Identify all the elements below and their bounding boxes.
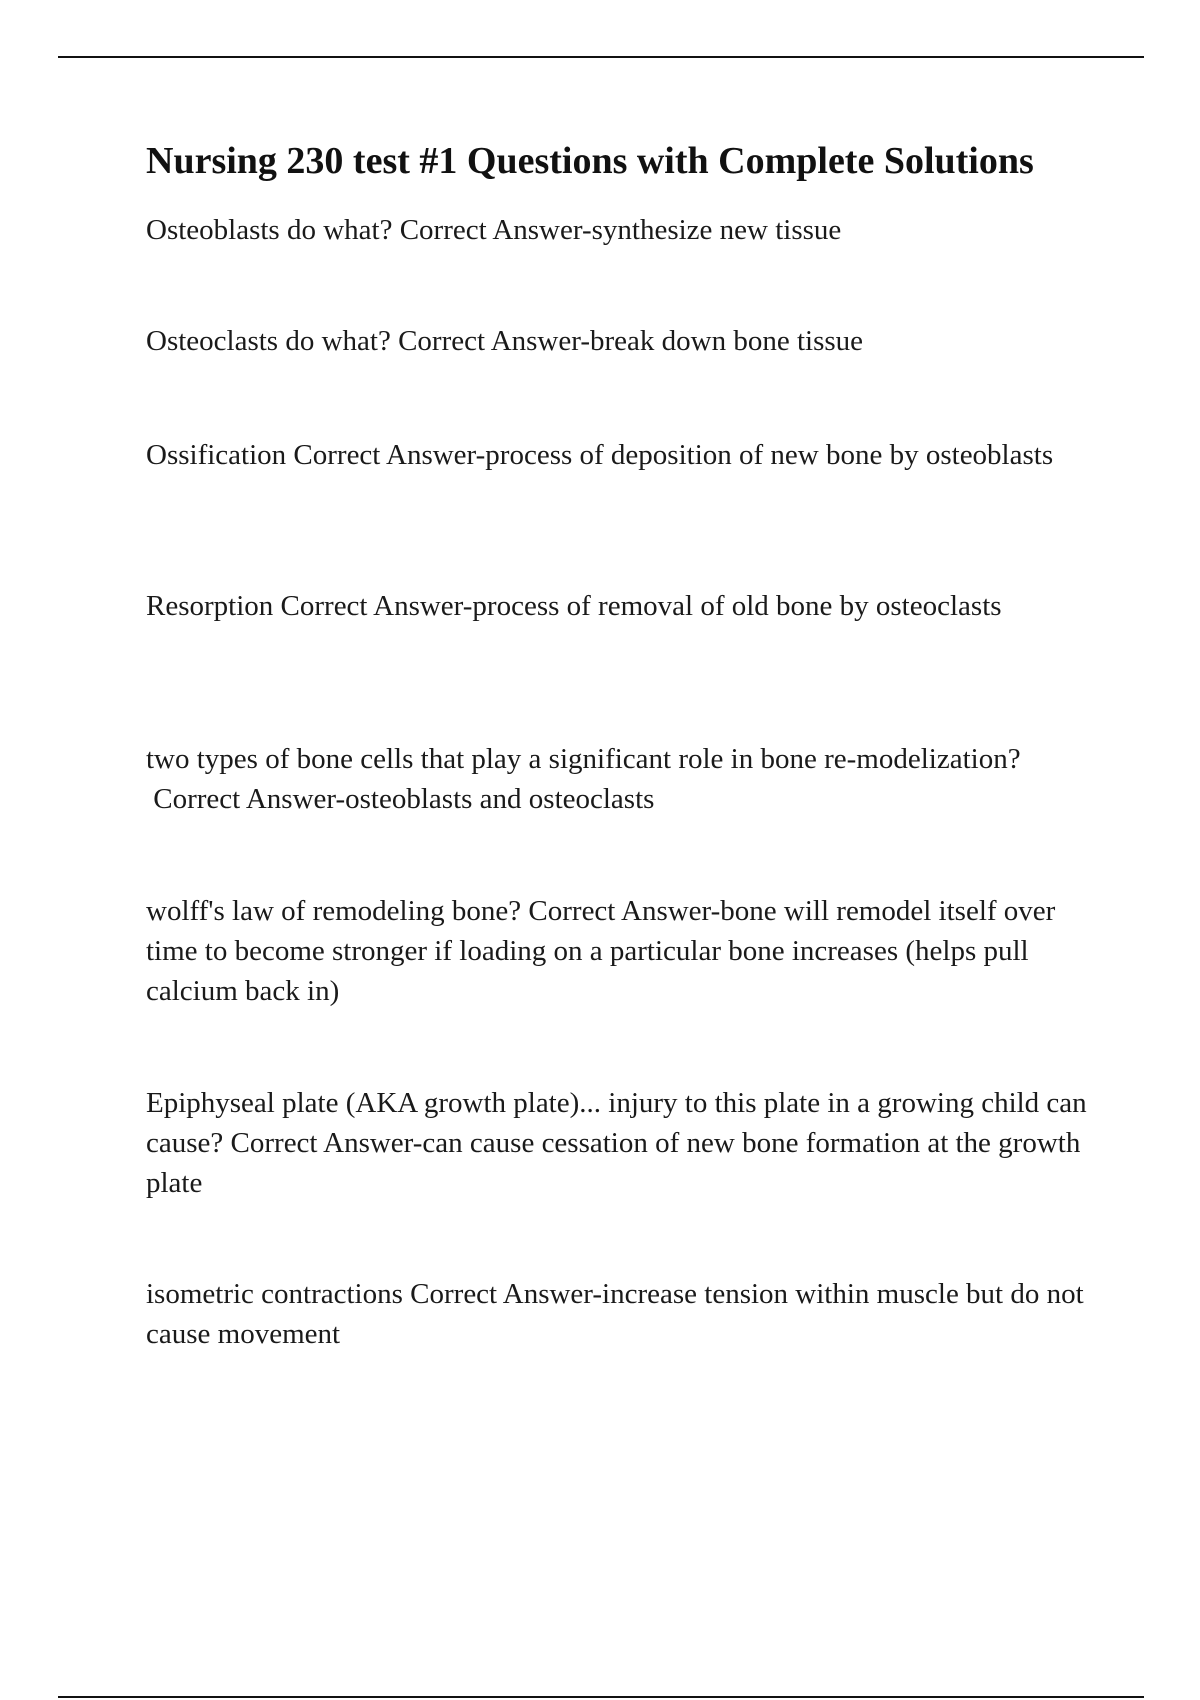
question-text: isometric contractions (146, 1278, 403, 1310)
answer-text: break down bone tissue (589, 325, 864, 357)
qa-item (146, 435, 1106, 475)
qa-item (146, 1274, 1106, 1354)
answer-label: Correct Answer- (528, 895, 721, 927)
question-text: Osteoblasts do what? (146, 214, 393, 246)
question-text: Resorption (146, 590, 274, 622)
answer-label: Correct Answer- (293, 439, 486, 471)
answer-text: process of removal of old bone by osteoclasts (472, 590, 1002, 622)
qa-item (146, 891, 1106, 1011)
qa-item (146, 321, 1106, 361)
answer-text: increase tension within muscle but do not cause movement (146, 1278, 1084, 1350)
qa-item (146, 210, 1106, 250)
question-text: Ossification (146, 439, 287, 471)
answer-label: Correct Answer- (410, 1278, 603, 1310)
answer-text: bone will remodel itself over time to become stronger if loading on a particular bone increases (helps pull calcium back in) (146, 895, 1056, 1007)
question-text: two types of bone cells that play a significant role in bone re-modelization? (146, 743, 1021, 775)
bottom-rule (58, 1696, 1144, 1698)
top-rule (58, 56, 1144, 58)
question-text: Epiphyseal plate (AKA growth plate)... injury to this plate in a growing child can cause? (146, 1087, 1087, 1159)
question-text: wolff's law of remodeling bone? (146, 895, 522, 927)
document-title: Nursing 230 test #1 Questions with Complete Solutions (146, 140, 1034, 182)
answer-label: Correct Answer- (398, 325, 590, 357)
answer-text: can cause cessation of new bone formation at the growth plate (146, 1127, 1081, 1199)
answer-label: Correct Answer- (399, 214, 592, 246)
question-text: Osteoclasts do what? (146, 325, 391, 357)
document-page (146, 138, 1106, 1350)
answer-label: Correct Answer- (280, 590, 473, 622)
answer-label: Correct Answer- (153, 783, 346, 815)
answer-text: osteoblasts and osteoclasts (345, 783, 655, 815)
qa-item (146, 586, 1106, 626)
qa-item (146, 739, 1106, 819)
qa-item (146, 1083, 1106, 1203)
answer-text: synthesize new tissue (591, 214, 842, 246)
answer-label: Correct Answer- (230, 1127, 423, 1159)
answer-text: process of deposition of new bone by osteoblasts (485, 439, 1054, 471)
